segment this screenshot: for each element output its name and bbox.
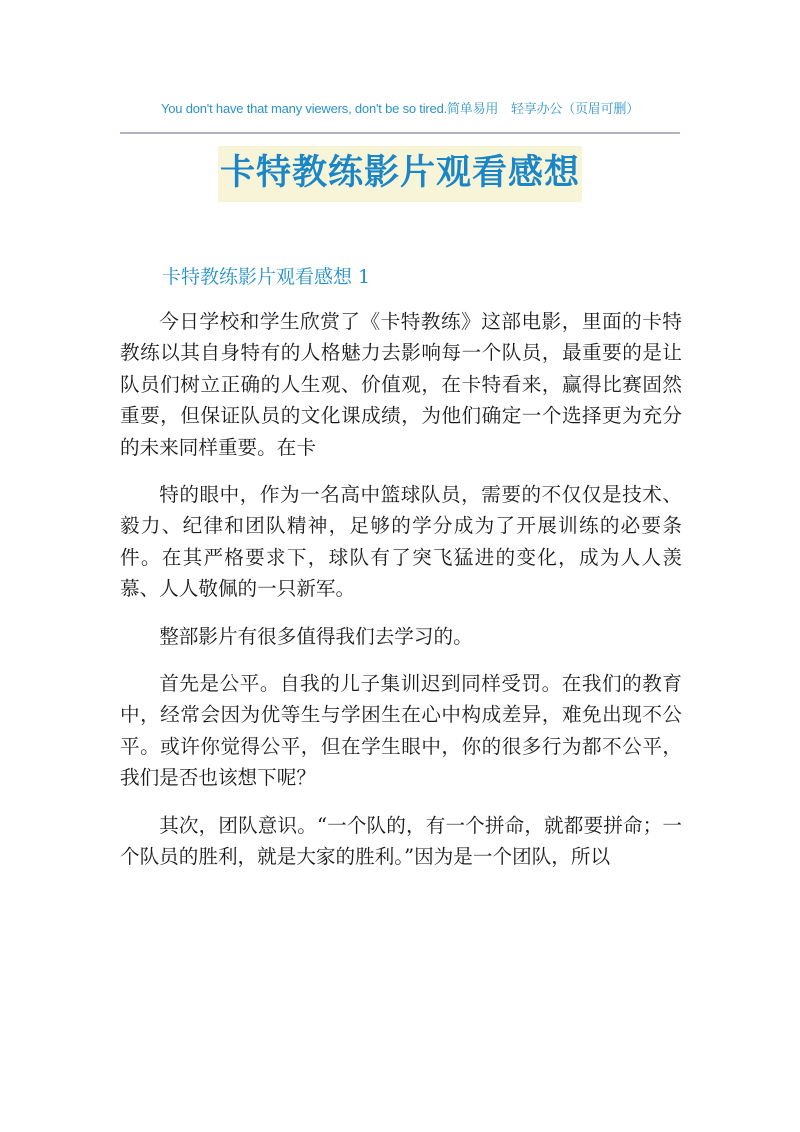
paragraph: 整部影片有很多值得我们去学习的。	[159, 624, 473, 648]
title-container	[0, 146, 800, 202]
paragraph: 今日学校和学生欣赏了《卡特教练》这部电影，里面的卡特教练以其自身特有的人格魅力去影响每一个队员，最重要的是让队员们树立正确的人生观、价值观，在卡特看来，赢得比赛固然重要，但保证队员的文化课成绩，为他们确定一个选择更为充分的未来同样重要。在卡	[120, 310, 682, 459]
document-title: 卡特教练影片观看感想	[218, 146, 582, 202]
document-body	[120, 306, 682, 889]
section-heading: 卡特教练影片观看感想 1	[162, 266, 371, 288]
paragraph: 其次，团队意识。“一个队的，有一个拼命，就都要拼命；一个队员的胜利，就是大家的胜利。”因为是一个团队，所以	[120, 813, 682, 869]
paragraph: 首先是公平。自我的儿子集训迟到同样受罚。在我们的教育中，经常会因为优等生与学困生在心中构成差异，难免出现不公平。或许你觉得公平，但在学生眼中，你的很多行为都不公平，我们是否也该想下呢？	[120, 672, 682, 790]
paragraph: 特的眼中，作为一名高中篮球队员，需要的不仅仅是技术、毅力、纪律和团队精神，足够的学分成为了开展训练的必要条件。在其严格要求下，球队有了突飞猛进的变化，成为人人羡慕、人人敬佩的一只新军。	[120, 483, 682, 601]
page-header-text: You don't have that many viewers, don't be so tired.简单易用 轻享办公（页眉可删）	[160, 101, 640, 116]
header-divider	[120, 132, 680, 134]
